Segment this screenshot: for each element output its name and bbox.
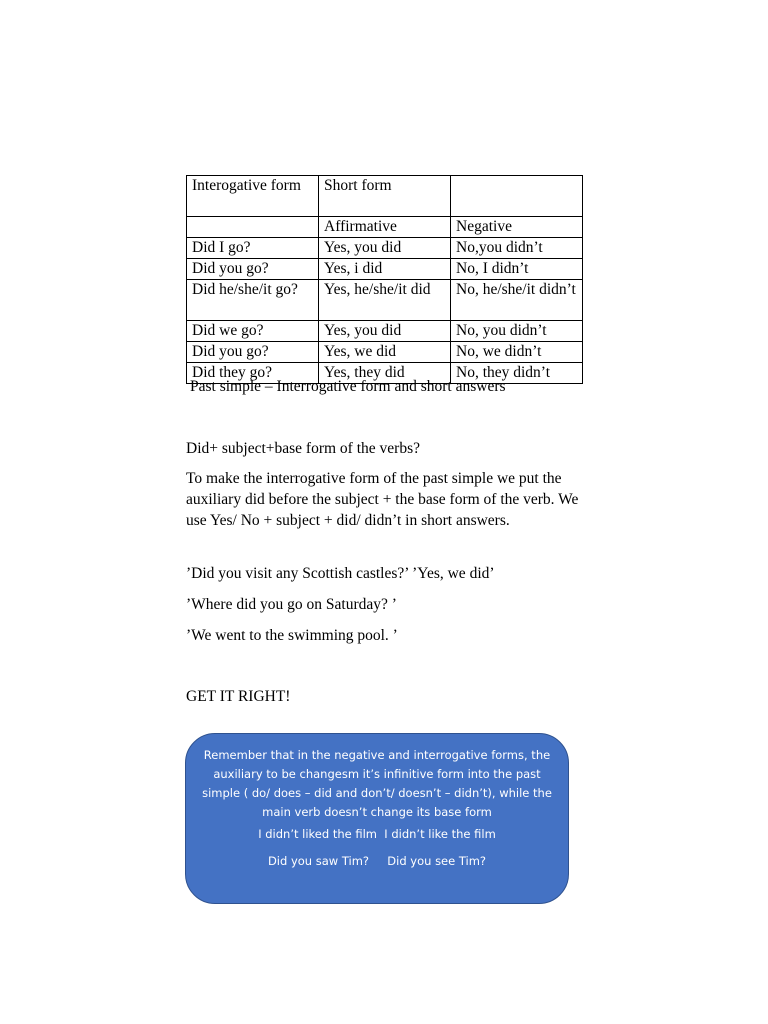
note-example-line: Did you saw Tim? Did you see Tim?	[267, 854, 487, 868]
negative-cell: No, they didn’t	[451, 363, 583, 384]
affirmative-cell: Yes, you did	[319, 321, 451, 342]
note-example-line: I didn’t liked the film I didn’t like the film	[258, 827, 496, 841]
get-it-right-heading: GET IT RIGHT!	[186, 688, 291, 705]
question-cell: Did they go?	[187, 363, 319, 384]
affirmative-cell: Yes, you did	[319, 238, 451, 259]
affirmative-cell: Yes, they did	[319, 363, 451, 384]
table-header-row	[187, 176, 583, 217]
example-sentence: ’We went to the swimming pool. ’	[186, 627, 398, 644]
explanation-paragraph: To make the interrogative form of the past simple we put the auxiliary did before the subject + the base form of the verb. We use Yes/ No + subject + did/ didn’t in short answers.	[186, 470, 579, 529]
example-sentence: ’Where did you go on Saturday? ’	[186, 596, 397, 613]
table-caption: Past simple – Interrogative form and short answers	[190, 378, 506, 395]
question-cell: Did you go?	[187, 259, 319, 280]
affirmative-cell: Yes, we did	[319, 342, 451, 363]
table-row	[187, 280, 583, 321]
header-short-form: Short form	[319, 176, 451, 217]
negative-cell: No, he/she/it didn’t	[451, 280, 583, 321]
negative-cell: No,you didn’t	[451, 238, 583, 259]
header-empty-cell	[451, 176, 583, 217]
affirmative-cell: Yes, i did	[319, 259, 451, 280]
table-row	[187, 321, 583, 342]
table-row	[187, 238, 583, 259]
negative-cell: No, you didn’t	[451, 321, 583, 342]
note-text: Remember that in the negative and interrogative forms, the auxiliary to be changesm it’s infinitive form into the past simple ( do/ does – did and don’t/ doesn’t – didn’t), while the main verb doesn’t change its base form	[202, 748, 552, 819]
note-callout-box	[185, 733, 569, 904]
subheader-empty-cell	[187, 217, 319, 238]
negative-cell: No, I didn’t	[451, 259, 583, 280]
formula-text: Did+ subject+base form of the verbs?	[186, 440, 420, 457]
subheader-affirmative: Affirmative	[319, 217, 451, 238]
header-interrogative-form: Interogative form	[187, 176, 319, 217]
affirmative-cell: Yes, he/she/it did	[319, 280, 451, 321]
table-subheader-row	[187, 217, 583, 238]
question-cell: Did he/she/it go?	[187, 280, 319, 321]
example-sentence: ’Did you visit any Scottish castles?’ ’Yes, we did’	[186, 565, 495, 582]
grammar-table	[186, 175, 583, 384]
question-cell: Did I go?	[187, 238, 319, 259]
table-row	[187, 342, 583, 363]
subheader-negative: Negative	[451, 217, 583, 238]
question-cell: Did you go?	[187, 342, 319, 363]
negative-cell: No, we didn’t	[451, 342, 583, 363]
question-cell: Did we go?	[187, 321, 319, 342]
table-row	[187, 259, 583, 280]
